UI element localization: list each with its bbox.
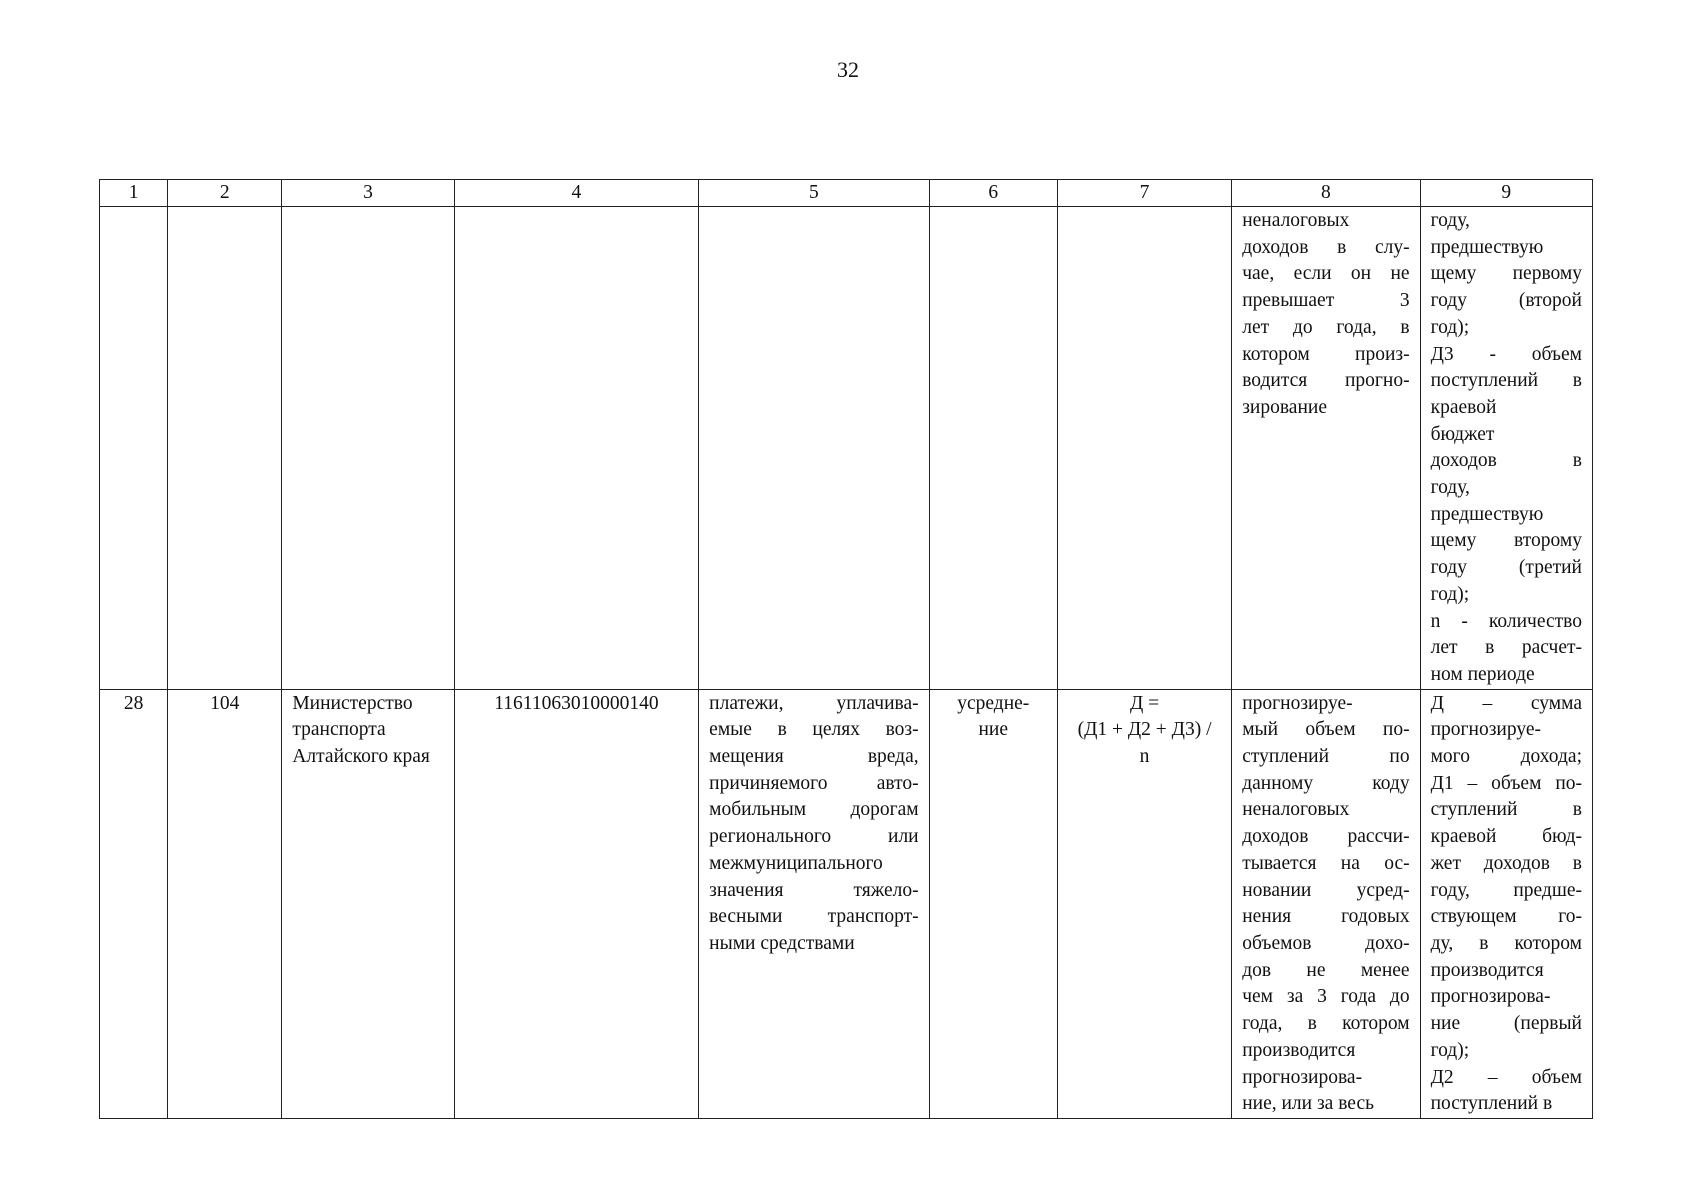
row-number: 28 — [100, 689, 168, 1118]
text-line: ние, или за весь — [1242, 1093, 1374, 1115]
text-line: мобильным дорогам — [709, 799, 919, 821]
indicators-cell — [1420, 689, 1592, 1118]
text-line: мый объем по- — [1242, 719, 1410, 741]
text-line: n - количество — [1430, 610, 1582, 632]
text-line: причиняемого авто- — [709, 772, 919, 794]
cont-cell-2 — [168, 207, 282, 690]
forecast-method-text — [940, 691, 1047, 744]
text-line: ступлений в — [1430, 799, 1582, 821]
text-line: краевой — [1430, 396, 1497, 418]
col-header-1: 1 — [100, 180, 168, 207]
text-line: ном периоде — [1430, 663, 1535, 685]
text-line: платежи, уплачива- — [709, 692, 919, 714]
col-header-6: 6 — [929, 180, 1057, 207]
income-name-text — [709, 691, 918, 958]
text-line: год); — [1430, 316, 1470, 338]
continuation-row — [100, 207, 1593, 690]
text-line: доходов рассчи- — [1242, 826, 1410, 848]
text-line: году (второй — [1430, 290, 1582, 312]
text-line: емые в целях воз- — [709, 719, 919, 741]
text-line: щему первому — [1430, 263, 1582, 285]
cont-cell-1 — [100, 207, 168, 690]
text-line: году, — [1430, 210, 1470, 231]
text-line: году, предше- — [1430, 879, 1582, 901]
text-line: значения тяжело- — [709, 879, 919, 901]
text-line: лет в расчет- — [1430, 637, 1582, 659]
text-line: год); — [1430, 1039, 1470, 1061]
cont-cell-9 — [1420, 207, 1592, 690]
text-line: превышает 3 — [1242, 290, 1410, 312]
col-header-5: 5 — [699, 180, 929, 207]
text-line: новании усред- — [1242, 879, 1410, 901]
text-line: Д3 - объем — [1430, 343, 1582, 365]
text-line: поступлений в — [1430, 1093, 1553, 1115]
budget-classification-code: 11611063010000140 — [454, 689, 698, 1118]
income-name-cell — [699, 689, 929, 1118]
text-line: неналоговых — [1242, 210, 1350, 231]
text-line: регионального или — [709, 826, 919, 848]
text-line: зирование — [1242, 396, 1327, 418]
text-line: ду, в котором — [1430, 932, 1582, 954]
cont-cell-3 — [282, 207, 454, 690]
text-line: краевой бюд- — [1430, 826, 1582, 848]
calculation-method-text — [1242, 691, 1409, 1118]
text-line: год); — [1430, 583, 1470, 605]
text-line: щему второму — [1430, 530, 1582, 552]
text-line: дов не менее — [1242, 959, 1410, 981]
cont-col8-text — [1242, 208, 1409, 422]
page-number: 32 — [837, 57, 859, 82]
text-line: лет до года, в — [1242, 316, 1410, 338]
text-line: ние — [978, 719, 1009, 741]
cont-cell-6 — [929, 207, 1057, 690]
text-line: прогнозируе- — [1242, 692, 1353, 714]
text-line: прогнозируе- — [1430, 719, 1541, 741]
calculation-method-cell — [1232, 689, 1420, 1118]
text-line: водится прогно- — [1242, 370, 1410, 392]
text-line: жет доходов в — [1430, 852, 1582, 874]
text-line: ступлений по — [1242, 746, 1410, 768]
text-line: тывается на ос- — [1242, 852, 1410, 874]
text-line: ние (первый — [1430, 1013, 1582, 1035]
text-line: нения годовых — [1242, 906, 1410, 928]
text-line: поступлений в — [1430, 370, 1582, 392]
text-line: мещения вреда, — [709, 746, 919, 768]
col-header-8: 8 — [1232, 180, 1420, 207]
forecast-method-cell — [929, 689, 1057, 1118]
col-header-7: 7 — [1057, 180, 1231, 207]
administrator-name: Министерство транспорта Алтайского края — [282, 689, 454, 1118]
cont-cell-5 — [699, 207, 929, 690]
cont-col9-text — [1431, 208, 1582, 689]
col-header-2: 2 — [168, 180, 282, 207]
text-line: чае, если он не — [1242, 263, 1410, 285]
cont-cell-7 — [1057, 207, 1231, 690]
col-header-3: 3 — [282, 180, 454, 207]
text-line: года, в котором — [1242, 1013, 1410, 1035]
text-line: прогнозирова- — [1242, 1066, 1363, 1088]
text-line: предшествую — [1430, 503, 1544, 525]
col-header-9: 9 — [1420, 180, 1592, 207]
text-line: производится — [1430, 959, 1544, 981]
text-line: доходов в — [1430, 450, 1582, 472]
revenue-forecast-table — [99, 179, 1593, 1119]
text-line: данному коду — [1242, 772, 1410, 794]
text-line: Д – сумма — [1430, 692, 1582, 714]
text-line: Д2 – объем — [1430, 1066, 1582, 1088]
text-line: доходов в слу- — [1242, 236, 1410, 258]
text-line: чем за 3 года до — [1242, 986, 1410, 1008]
text-line: весными транспорт- — [709, 906, 919, 928]
text-line: усредне- — [957, 692, 1030, 714]
cont-cell-8 — [1232, 207, 1420, 690]
text-line: ствующем го- — [1430, 906, 1582, 928]
text-line: прогнозирова- — [1430, 986, 1551, 1008]
text-line: межмуниципального — [709, 852, 883, 874]
indicators-text — [1431, 691, 1582, 1118]
text-line: объемов дохо- — [1242, 932, 1410, 954]
text-line: Д1 – объем по- — [1430, 772, 1582, 794]
formula-line-2: (Д1 + Д2 + Д3) / — [1077, 719, 1212, 741]
text-line: ными средствами — [709, 932, 855, 954]
text-line: бюджет — [1430, 423, 1495, 445]
formula-line-1: Д = — [1129, 692, 1160, 714]
text-line: котором произ- — [1242, 343, 1410, 365]
text-line: году (третий — [1430, 557, 1582, 579]
text-line: году, — [1430, 477, 1470, 499]
formula-cell — [1057, 689, 1231, 1118]
admin-code: 104 — [168, 689, 282, 1118]
cont-cell-4 — [454, 207, 698, 690]
text-line: предшествую — [1430, 236, 1544, 258]
text-line: мого дохода; — [1430, 746, 1582, 768]
col-header-4: 4 — [454, 180, 698, 207]
table-row-28 — [100, 689, 1593, 1118]
text-line: производится — [1242, 1039, 1356, 1061]
text-line: неналоговых — [1242, 799, 1350, 821]
header-row — [100, 180, 1593, 207]
formula-line-3: n — [1139, 746, 1150, 768]
